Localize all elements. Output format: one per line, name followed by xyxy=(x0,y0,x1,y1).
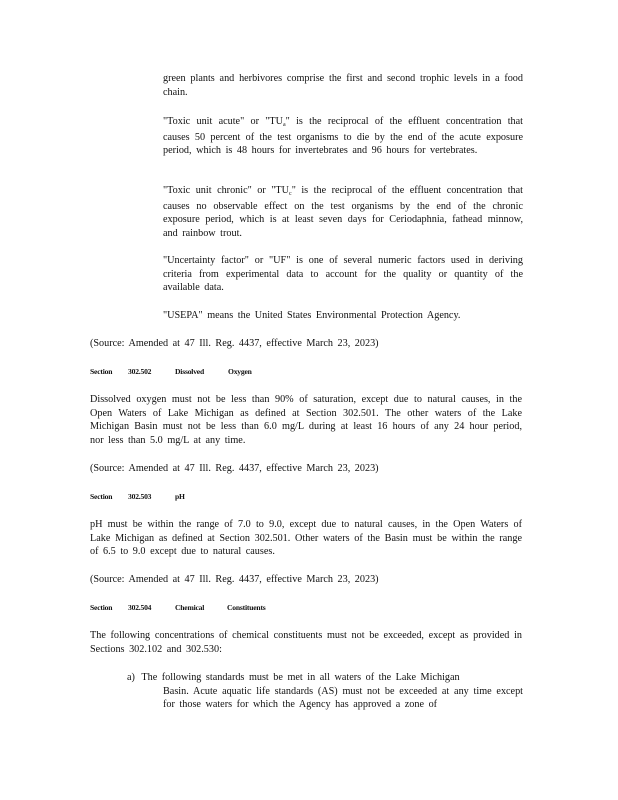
list-item-first-line: The following standards must be met in all waters of the Lake Michigan xyxy=(141,672,460,683)
section-label: Section xyxy=(90,367,113,376)
section-title-part-1: Chemical xyxy=(175,603,205,612)
list-item-continuation: Basin. Acute aquatic life standards (AS) must not be exceeded at any time except for those waters for which the Agency has approved a zone of xyxy=(163,685,523,711)
list-marker: a) xyxy=(127,672,135,683)
definition-toxic-unit-chronic xyxy=(163,184,523,240)
section-number: 302.502 xyxy=(128,367,152,376)
subscript-a: a xyxy=(282,122,286,128)
section-302-503-text: pH must be within the range of 7.0 to 9.0, except due to natural causes, in the Open Waters of Lake Michigan as defined at Section 302.501. Other waters of the Basin must be within the range of 6.5 to 9.0 except due to natural causes. xyxy=(90,519,522,558)
source-note-1: (Source: Amended at 47 Ill. Reg. 4437, effective March 23, 2023) xyxy=(90,338,379,349)
definition-toxic-unit-acute xyxy=(163,115,523,158)
term-tuc: "Toxic unit chronic" or "TU xyxy=(163,185,290,196)
definition-food-chain-continued: green plants and herbivores comprise the first and second trophic levels in a food chain. xyxy=(163,73,523,98)
section-heading-302-503 xyxy=(90,492,185,501)
section-heading-302-504 xyxy=(90,603,266,612)
section-heading-302-502 xyxy=(90,367,252,376)
section-title-part-2: Constituents xyxy=(227,603,266,612)
tua-body: " is the reciprocal of the effluent concentration that causes 50 percent of the test organisms to die by the end of the acute exposure period, which is 48 hours for invertebrates and 96 hours for vertebrates. xyxy=(163,116,523,157)
section-title: pH xyxy=(175,492,185,501)
subscript-c: c xyxy=(289,191,292,197)
section-title-part-1: Dissolved xyxy=(175,367,205,376)
source-note-2: (Source: Amended at 47 Ill. Reg. 4437, effective March 23, 2023) xyxy=(90,463,379,474)
section-number: 302.503 xyxy=(128,492,152,501)
section-label: Section xyxy=(90,603,113,612)
section-302-504-text: The following concentrations of chemical constituents must not be exceeded, except as provided in Sections 302.102 and 302.530: xyxy=(90,630,522,655)
section-title-part-2: Oxygen xyxy=(228,367,252,376)
section-number: 302.504 xyxy=(128,603,152,612)
definition-uncertainty-factor: "Uncertainty factor" or "UF" is one of several numeric factors used in deriving criteria from experimental data to account for the quality or quantity of the available data. xyxy=(163,255,523,294)
list-item-a xyxy=(127,671,523,712)
definition-usepa: "USEPA" means the United States Environmental Protection Agency. xyxy=(163,310,461,321)
section-302-502-text: Dissolved oxygen must not be less than 90% of saturation, except due to natural causes, in the Open Waters of Lake Michigan as defined at Section 302.501. The other waters of the Lake Michigan Basin must not be less than 6.0 mg/L during at least 16 hours of any 24 hour period, nor less than 5.0 mg/L at any time. xyxy=(90,394,522,446)
source-note-3: (Source: Amended at 47 Ill. Reg. 4437, effective March 23, 2023) xyxy=(90,574,379,585)
section-label: Section xyxy=(90,492,113,501)
tuc-body: " is the reciprocal of the effluent concentration that causes no observable effect on the test organisms by the end of the chronic exposure period, which is at least seven days for Ceriodaphnia, fathead minnow, and rainbow trout. xyxy=(163,185,523,239)
term-tua: "Toxic unit acute" or "TU xyxy=(163,116,283,127)
